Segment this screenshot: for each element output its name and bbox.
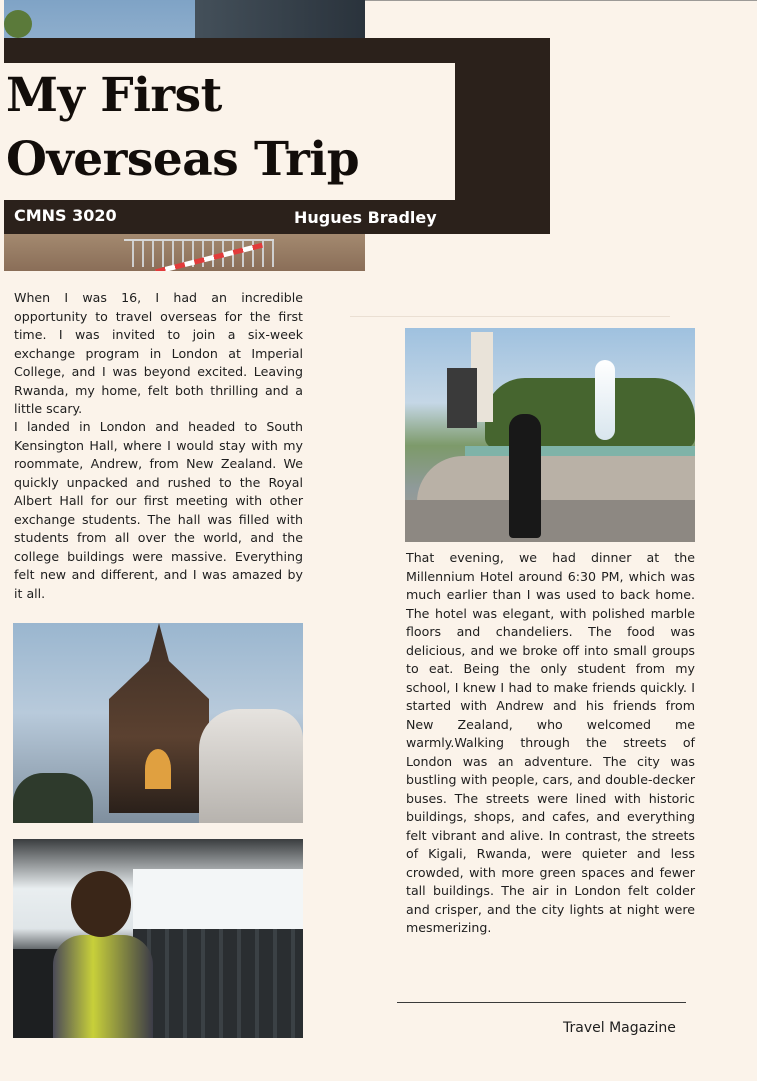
faint-divider	[350, 316, 670, 317]
photo-instrument-panel	[133, 929, 303, 1038]
article-paragraph-3: That evening, we had dinner at the Millennium Hotel around 6:30 PM, which was much earlier than I was used to back home. The hotel was elegant, with polished marble floors and chandeliers. The food was delicious, and we broke off into small groups to eat. Being the only student from my school, I knew I had to make friends quickly. I started with Andrew and his friends from New Zealand, who welcomed me warmly.Walking through the streets of London was an adventure. The city was bustling with people, cars, and double-decker buses. The streets were lined with historic buildings, shops, and cafes, and everything felt vibrant and alive. In contrast, the streets of Kigali, Rwanda, were quieter and less crowded, with more green spaces and fewer tall buildings. The air in London felt colder and crisper, and the city lights at night were mesmerizing.	[406, 550, 695, 935]
photo-cockpit-window	[133, 869, 303, 929]
title-line-2: Overseas Trip	[6, 132, 360, 187]
photo-cockpit	[13, 839, 303, 1038]
footer-divider	[397, 1002, 686, 1003]
photo-marble-sculpture	[199, 709, 303, 823]
photo-albert-memorial	[13, 623, 303, 823]
photo-trees	[13, 773, 93, 823]
photo-golden-statue	[145, 749, 171, 789]
photo-person	[509, 414, 541, 538]
footer-label: Travel Magazine	[563, 1020, 676, 1036]
photo-hi-vis-vest	[53, 935, 153, 1038]
photo-fountain-jet	[595, 360, 615, 440]
page-title	[6, 64, 451, 192]
photo-trafalgar-fountain	[405, 328, 695, 542]
article-paragraph-2: I landed in London and headed to South Kensington Hall, where I would stay with my roommate, Andrew, from New Zealand. We quickly unpacked and rushed to the Royal Albert Hall for our first meeting with other exchange students. The hall was filled with students from all over the world, and the college buildings were massive. Everything felt new and different, and I was amazed by it all.	[14, 419, 303, 601]
photo-building	[195, 0, 365, 40]
course-code: CMNS 3020	[14, 206, 117, 225]
photo-statue	[447, 368, 477, 428]
photo-tree	[4, 10, 32, 38]
author-name: Hugues Bradley	[294, 208, 437, 227]
photo-basin	[417, 456, 695, 502]
article-paragraph-1: When I was 16, I had an incredible opportunity to travel overseas for the first time. I was invited to join a six-week exchange program in London at Imperial College, and I was beyond excited. Leaving Rwanda, my home, felt both thrilling and a little scary.	[14, 290, 303, 416]
title-line-1: My First	[6, 68, 222, 123]
photo-person-head	[71, 871, 131, 937]
photo-pavement	[405, 500, 695, 542]
top-edge-line	[365, 0, 757, 1]
